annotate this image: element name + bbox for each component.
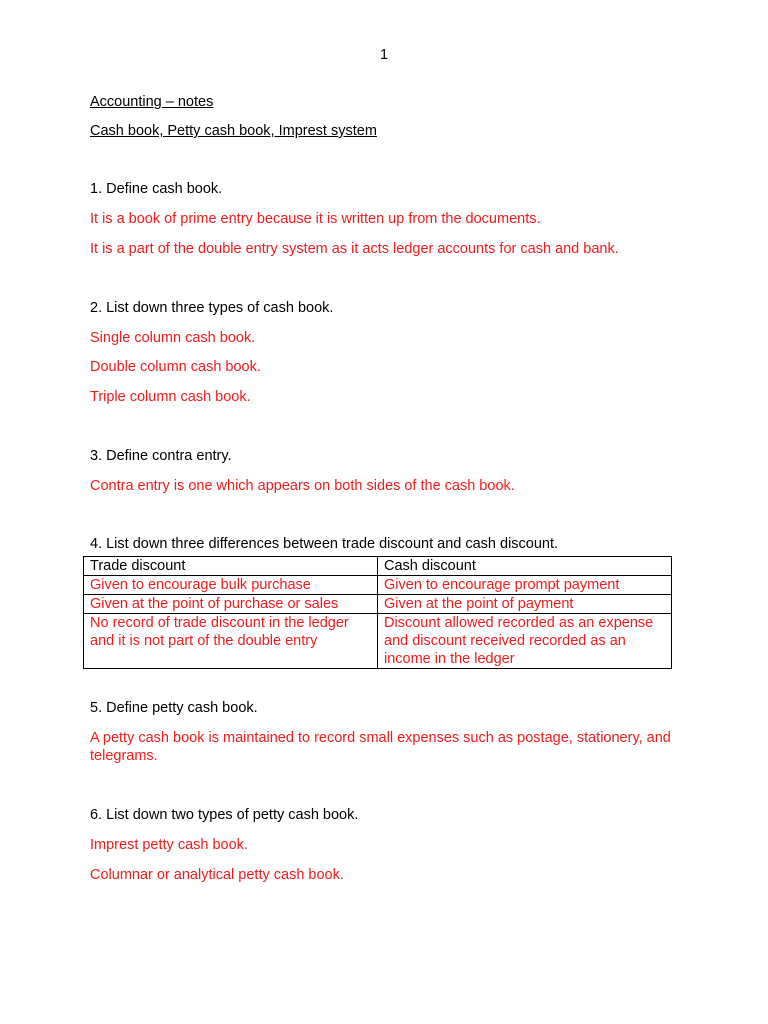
answer-2-line-2: Double column cash book. [90, 359, 261, 375]
discount-comparison-table [83, 556, 672, 669]
table-cell: Given to encourage bulk purchase [84, 576, 378, 595]
table-row [84, 576, 672, 595]
answer-2-line-1: Single column cash book. [90, 330, 256, 346]
answer-6-line-2: Columnar or analytical petty cash book. [90, 867, 344, 883]
question-2: 2. List down three types of cash book. [90, 300, 334, 316]
table-header-cell: Cash discount [378, 557, 672, 576]
table-header-cell: Trade discount [84, 557, 378, 576]
answer-1-line-2: It is a part of the double entry system as it acts ledger accounts for cash and bank. [90, 241, 619, 257]
answer-3-line-1: Contra entry is one which appears on both sides of the cash book. [90, 478, 515, 494]
table-row [84, 614, 672, 669]
page-number: 1 [379, 47, 389, 63]
table-cell: Discount allowed recorded as an expense and discount received recorded as an income in the ledger [378, 614, 672, 669]
document-subtitle: Cash book, Petty cash book, Imprest system [90, 123, 377, 139]
question-1: 1. Define cash book. [90, 181, 223, 197]
answer-6-line-1: Imprest petty cash book. [90, 837, 248, 853]
table-cell: Given to encourage prompt payment [378, 576, 672, 595]
table-cell: Given at the point of purchase or sales [84, 595, 378, 614]
table-header-row [84, 557, 672, 576]
document-body [90, 93, 690, 884]
question-5: 5. Define petty cash book. [90, 700, 258, 716]
answer-2-line-3: Triple column cash book. [90, 389, 251, 405]
question-4: 4. List down three differences between trade discount and cash discount. [90, 536, 559, 552]
question-6: 6. List down two types of petty cash book. [90, 807, 359, 823]
table-row [84, 595, 672, 614]
table-cell: No record of trade discount in the ledger and it is not part of the double entry [84, 614, 378, 669]
question-3: 3. Define contra entry. [90, 448, 232, 464]
answer-5-line-1: A petty cash book is maintained to record small expenses such as postage, stationery, and telegrams. [90, 730, 671, 764]
document-title: Accounting – notes [90, 94, 214, 110]
answer-1-line-1: It is a book of prime entry because it is written up from the documents. [90, 211, 541, 227]
table-cell: Given at the point of payment [378, 595, 672, 614]
